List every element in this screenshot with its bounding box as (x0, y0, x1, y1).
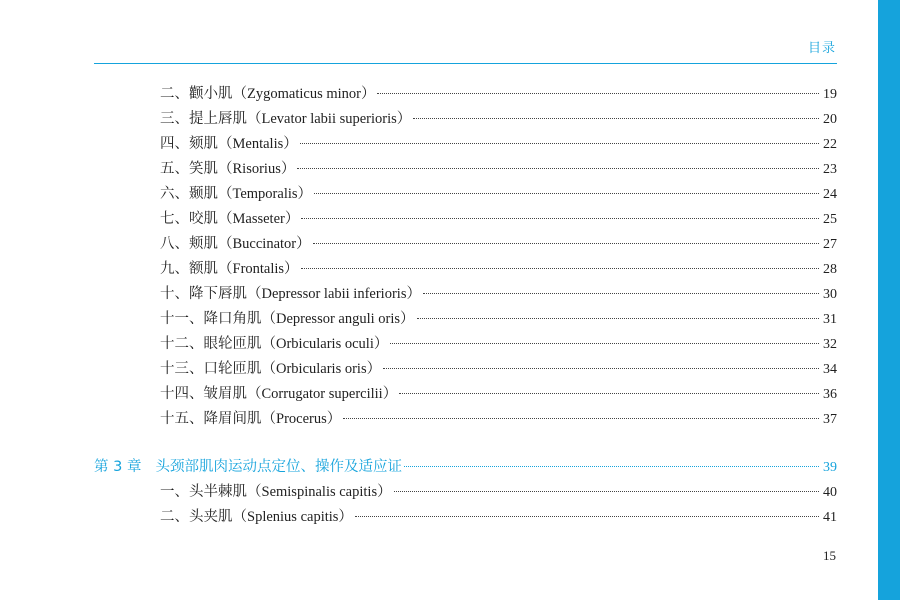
entry-number: 六、 (160, 186, 189, 202)
entry-page: 31 (823, 312, 837, 327)
toc-entry[interactable] (160, 333, 837, 355)
entry-title: 颏肌（Mentalis） (189, 136, 298, 152)
dot-leader (301, 268, 819, 269)
toc-entry[interactable] (160, 183, 837, 205)
entry-number: 十二、 (160, 336, 204, 352)
dot-leader (399, 393, 819, 394)
toc-entry[interactable] (160, 408, 837, 430)
entry-page: 41 (823, 510, 837, 525)
header-rule (94, 63, 837, 64)
entry-title: 口轮匝肌（Orbicularis oris） (203, 361, 382, 377)
entry-title: 降口角肌（Depressor anguli oris） (203, 311, 415, 327)
dot-leader (314, 193, 819, 194)
dot-leader (417, 318, 819, 319)
toc-entry[interactable] (160, 481, 837, 503)
entry-number: 十、 (160, 286, 189, 302)
toc-entry[interactable] (160, 506, 837, 528)
entry-number: 三、 (160, 111, 189, 127)
chapter-label: 第 3 章 (94, 459, 142, 475)
toc-entry[interactable] (160, 133, 837, 155)
dot-leader (377, 93, 819, 94)
toc-entry[interactable] (160, 158, 837, 180)
toc-entry[interactable] (160, 283, 837, 305)
toc-entry[interactable] (160, 358, 837, 380)
entry-title: 降眉间肌（Procerus） (203, 411, 342, 427)
entry-title: 提上唇肌（Levator labii superioris） (189, 111, 412, 127)
toc-entry[interactable] (160, 208, 837, 230)
dot-leader (355, 516, 819, 517)
toc-entry[interactable] (160, 308, 837, 330)
entry-page: 20 (823, 112, 837, 127)
entry-page: 23 (823, 162, 837, 177)
entry-title: 降下唇肌（Depressor labii inferioris） (189, 286, 421, 302)
entry-number: 五、 (160, 161, 189, 177)
chapter-title: 头颈部肌肉运动点定位、操作及适应证 (155, 459, 402, 475)
header-title: 目录 (807, 41, 836, 56)
entry-page: 36 (823, 387, 837, 402)
toc-entry[interactable] (160, 83, 837, 105)
entry-title: 额肌（Frontalis） (189, 261, 299, 277)
entry-title: 眼轮匝肌（Orbicularis oculi） (203, 336, 389, 352)
dot-leader (404, 466, 819, 467)
toc-chapter-heading[interactable] (94, 456, 837, 478)
entry-number: 十四、 (160, 386, 204, 402)
entry-page: 22 (823, 137, 837, 152)
entry-page: 25 (823, 212, 837, 227)
entry-page: 40 (823, 485, 837, 500)
dot-leader (390, 343, 819, 344)
dot-leader (423, 293, 819, 294)
entry-page: 27 (823, 237, 837, 252)
entry-number: 九、 (160, 261, 189, 277)
entry-number: 十三、 (160, 361, 204, 377)
entry-title: 笑肌（Risorius） (189, 161, 296, 177)
dot-leader (394, 491, 819, 492)
toc-entry[interactable] (160, 108, 837, 130)
toc-entry[interactable] (160, 258, 837, 280)
entry-page: 37 (823, 412, 837, 427)
entry-page: 34 (823, 362, 837, 377)
entry-number: 二、 (160, 509, 189, 525)
dot-leader (343, 418, 819, 419)
entry-page: 30 (823, 287, 837, 302)
side-color-bar (878, 0, 900, 600)
dot-leader (301, 218, 819, 219)
dot-leader (413, 118, 819, 119)
dot-leader (313, 243, 819, 244)
entry-title: 头夹肌（Splenius capitis） (189, 509, 353, 525)
entry-page: 32 (823, 337, 837, 352)
entry-page: 24 (823, 187, 837, 202)
entry-title: 颞肌（Temporalis） (189, 186, 313, 202)
entry-title: 头半棘肌（Semispinalis capitis） (189, 484, 392, 500)
entry-page: 19 (823, 87, 837, 102)
entry-title: 颧小肌（Zygomaticus minor） (189, 86, 376, 102)
entry-number: 四、 (160, 136, 189, 152)
entry-number: 七、 (160, 211, 189, 227)
entry-number: 八、 (160, 236, 189, 252)
toc-entry[interactable] (160, 233, 837, 255)
page-number: 15 (823, 548, 836, 563)
entry-title: 皱眉肌（Corrugator supercilii） (203, 386, 398, 402)
chapter-page: 39 (823, 460, 837, 475)
dot-leader (383, 368, 819, 369)
entry-number: 十五、 (160, 411, 204, 427)
dot-leader (297, 168, 819, 169)
toc-entry[interactable] (160, 383, 837, 405)
entry-page: 28 (823, 262, 837, 277)
entry-number: 二、 (160, 86, 189, 102)
dot-leader (300, 143, 819, 144)
entry-number: 十一、 (160, 311, 204, 327)
entry-title: 咬肌（Masseter） (189, 211, 300, 227)
entry-title: 颊肌（Buccinator） (189, 236, 311, 252)
entry-number: 一、 (160, 484, 189, 500)
